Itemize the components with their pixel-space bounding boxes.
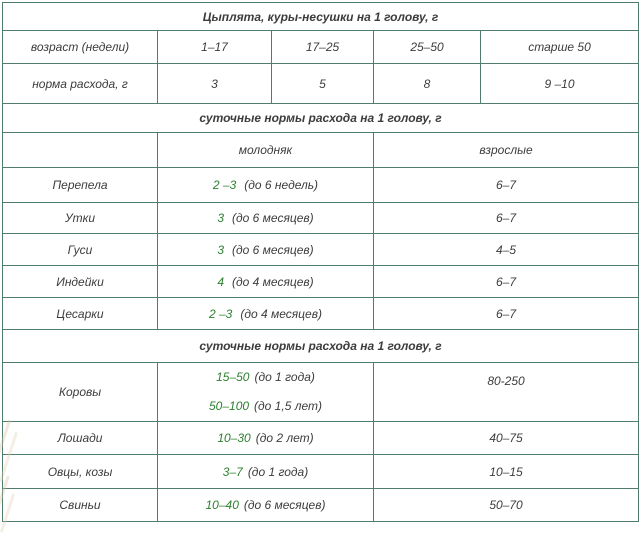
norm-row-label: норма расхода, г (3, 64, 158, 104)
table-row (3, 203, 639, 234)
young-value: 10–40 (205, 498, 239, 512)
young-value: 3 (217, 242, 225, 257)
row-label: Перепела (3, 168, 158, 203)
adult-value-cell: 10–15 (374, 455, 639, 489)
young-value: 3 (217, 211, 225, 225)
age-range-cell: 25–50 (374, 31, 481, 64)
adult-value-cell: 80-250 (374, 363, 639, 422)
young-value-cell (158, 363, 374, 422)
row-label: Свиньи (3, 489, 158, 522)
adult-value-cell: 40–75 (374, 422, 639, 455)
table-row (3, 363, 639, 422)
young-age-note: (до 4 месяцев) (232, 274, 314, 289)
adult-value-cell: 6–7 (374, 203, 639, 234)
young-value: 10–30 (217, 431, 251, 445)
adult-value-cell: 6–7 (374, 168, 639, 203)
poultry-section-header: суточные нормы расхода на 1 голову, г (3, 104, 639, 133)
young-value: 2 –3 (209, 306, 233, 321)
col-header-young: молодняк (158, 133, 374, 168)
young-value: 50–100 (209, 399, 250, 413)
young-value-cell (158, 489, 374, 522)
table-row (3, 64, 639, 104)
young-value: 4 (217, 274, 225, 289)
row-label: Утки (3, 203, 158, 234)
adult-value-cell: 4–5 (374, 234, 639, 266)
young-age-note: (до 6 месяцев) (232, 211, 314, 225)
row-label: Индейки (3, 266, 158, 298)
table-row (3, 489, 639, 522)
row-label: Овцы, козы (3, 455, 158, 489)
table-row (3, 455, 639, 489)
table-row (3, 330, 639, 363)
empty-corner-cell (3, 133, 158, 168)
young-age-note: (до 1,5 лет) (254, 399, 322, 413)
adult-value-cell: 50–70 (374, 489, 639, 522)
row-label: Цесарки (3, 298, 158, 330)
young-age-note: (до 1 года) (254, 370, 315, 384)
young-age-note: (до 2 лет) (255, 431, 314, 445)
feeding-norms-table (2, 2, 639, 522)
age-range-cell: 1–17 (158, 31, 272, 64)
age-range-cell: 17–25 (272, 31, 374, 64)
young-value-cell (158, 422, 374, 455)
row-label: Лошади (3, 422, 158, 455)
young-value: 2 –3 (212, 178, 237, 192)
norm-value-cell: 9 –10 (481, 64, 639, 104)
young-value-cell (158, 234, 374, 266)
young-age-note: (до 1 года) (247, 464, 309, 479)
age-range-cell: старше 50 (481, 31, 639, 64)
young-value: 15–50 (216, 370, 250, 384)
age-row-label: возраст (недели) (3, 31, 158, 64)
chickens-title: Цыплята, куры-несушки на 1 голову, г (3, 3, 639, 31)
norm-value-cell: 8 (374, 64, 481, 104)
norm-value-cell: 3 (158, 64, 272, 104)
table-row (3, 168, 639, 203)
row-label: Коровы (3, 363, 158, 422)
young-age-note: (до 4 месяцев) (240, 306, 322, 321)
table-row (3, 104, 639, 133)
table-row (3, 298, 639, 330)
young-value-cell (158, 298, 374, 330)
norm-value-cell: 5 (272, 64, 374, 104)
young-value-cell (158, 203, 374, 234)
table-row (3, 3, 639, 31)
young-value: 3–7 (222, 464, 243, 479)
young-age-note: (до 6 недель) (244, 178, 319, 192)
row-label: Гуси (3, 234, 158, 266)
table-row (3, 234, 639, 266)
table-row (3, 422, 639, 455)
young-value-cell (158, 266, 374, 298)
livestock-section-header: суточные нормы расхода на 1 голову, г (3, 330, 639, 363)
young-value-cell (158, 455, 374, 489)
col-header-adult: взрослые (374, 133, 639, 168)
table-row (3, 266, 639, 298)
young-value-cell (158, 168, 374, 203)
adult-value-cell: 6–7 (374, 266, 639, 298)
young-age-note: (до 6 месяцев) (243, 498, 326, 512)
adult-value-cell: 6–7 (374, 298, 639, 330)
table-row (3, 133, 639, 168)
table-row (3, 31, 639, 64)
young-age-note: (до 6 месяцев) (232, 242, 314, 257)
